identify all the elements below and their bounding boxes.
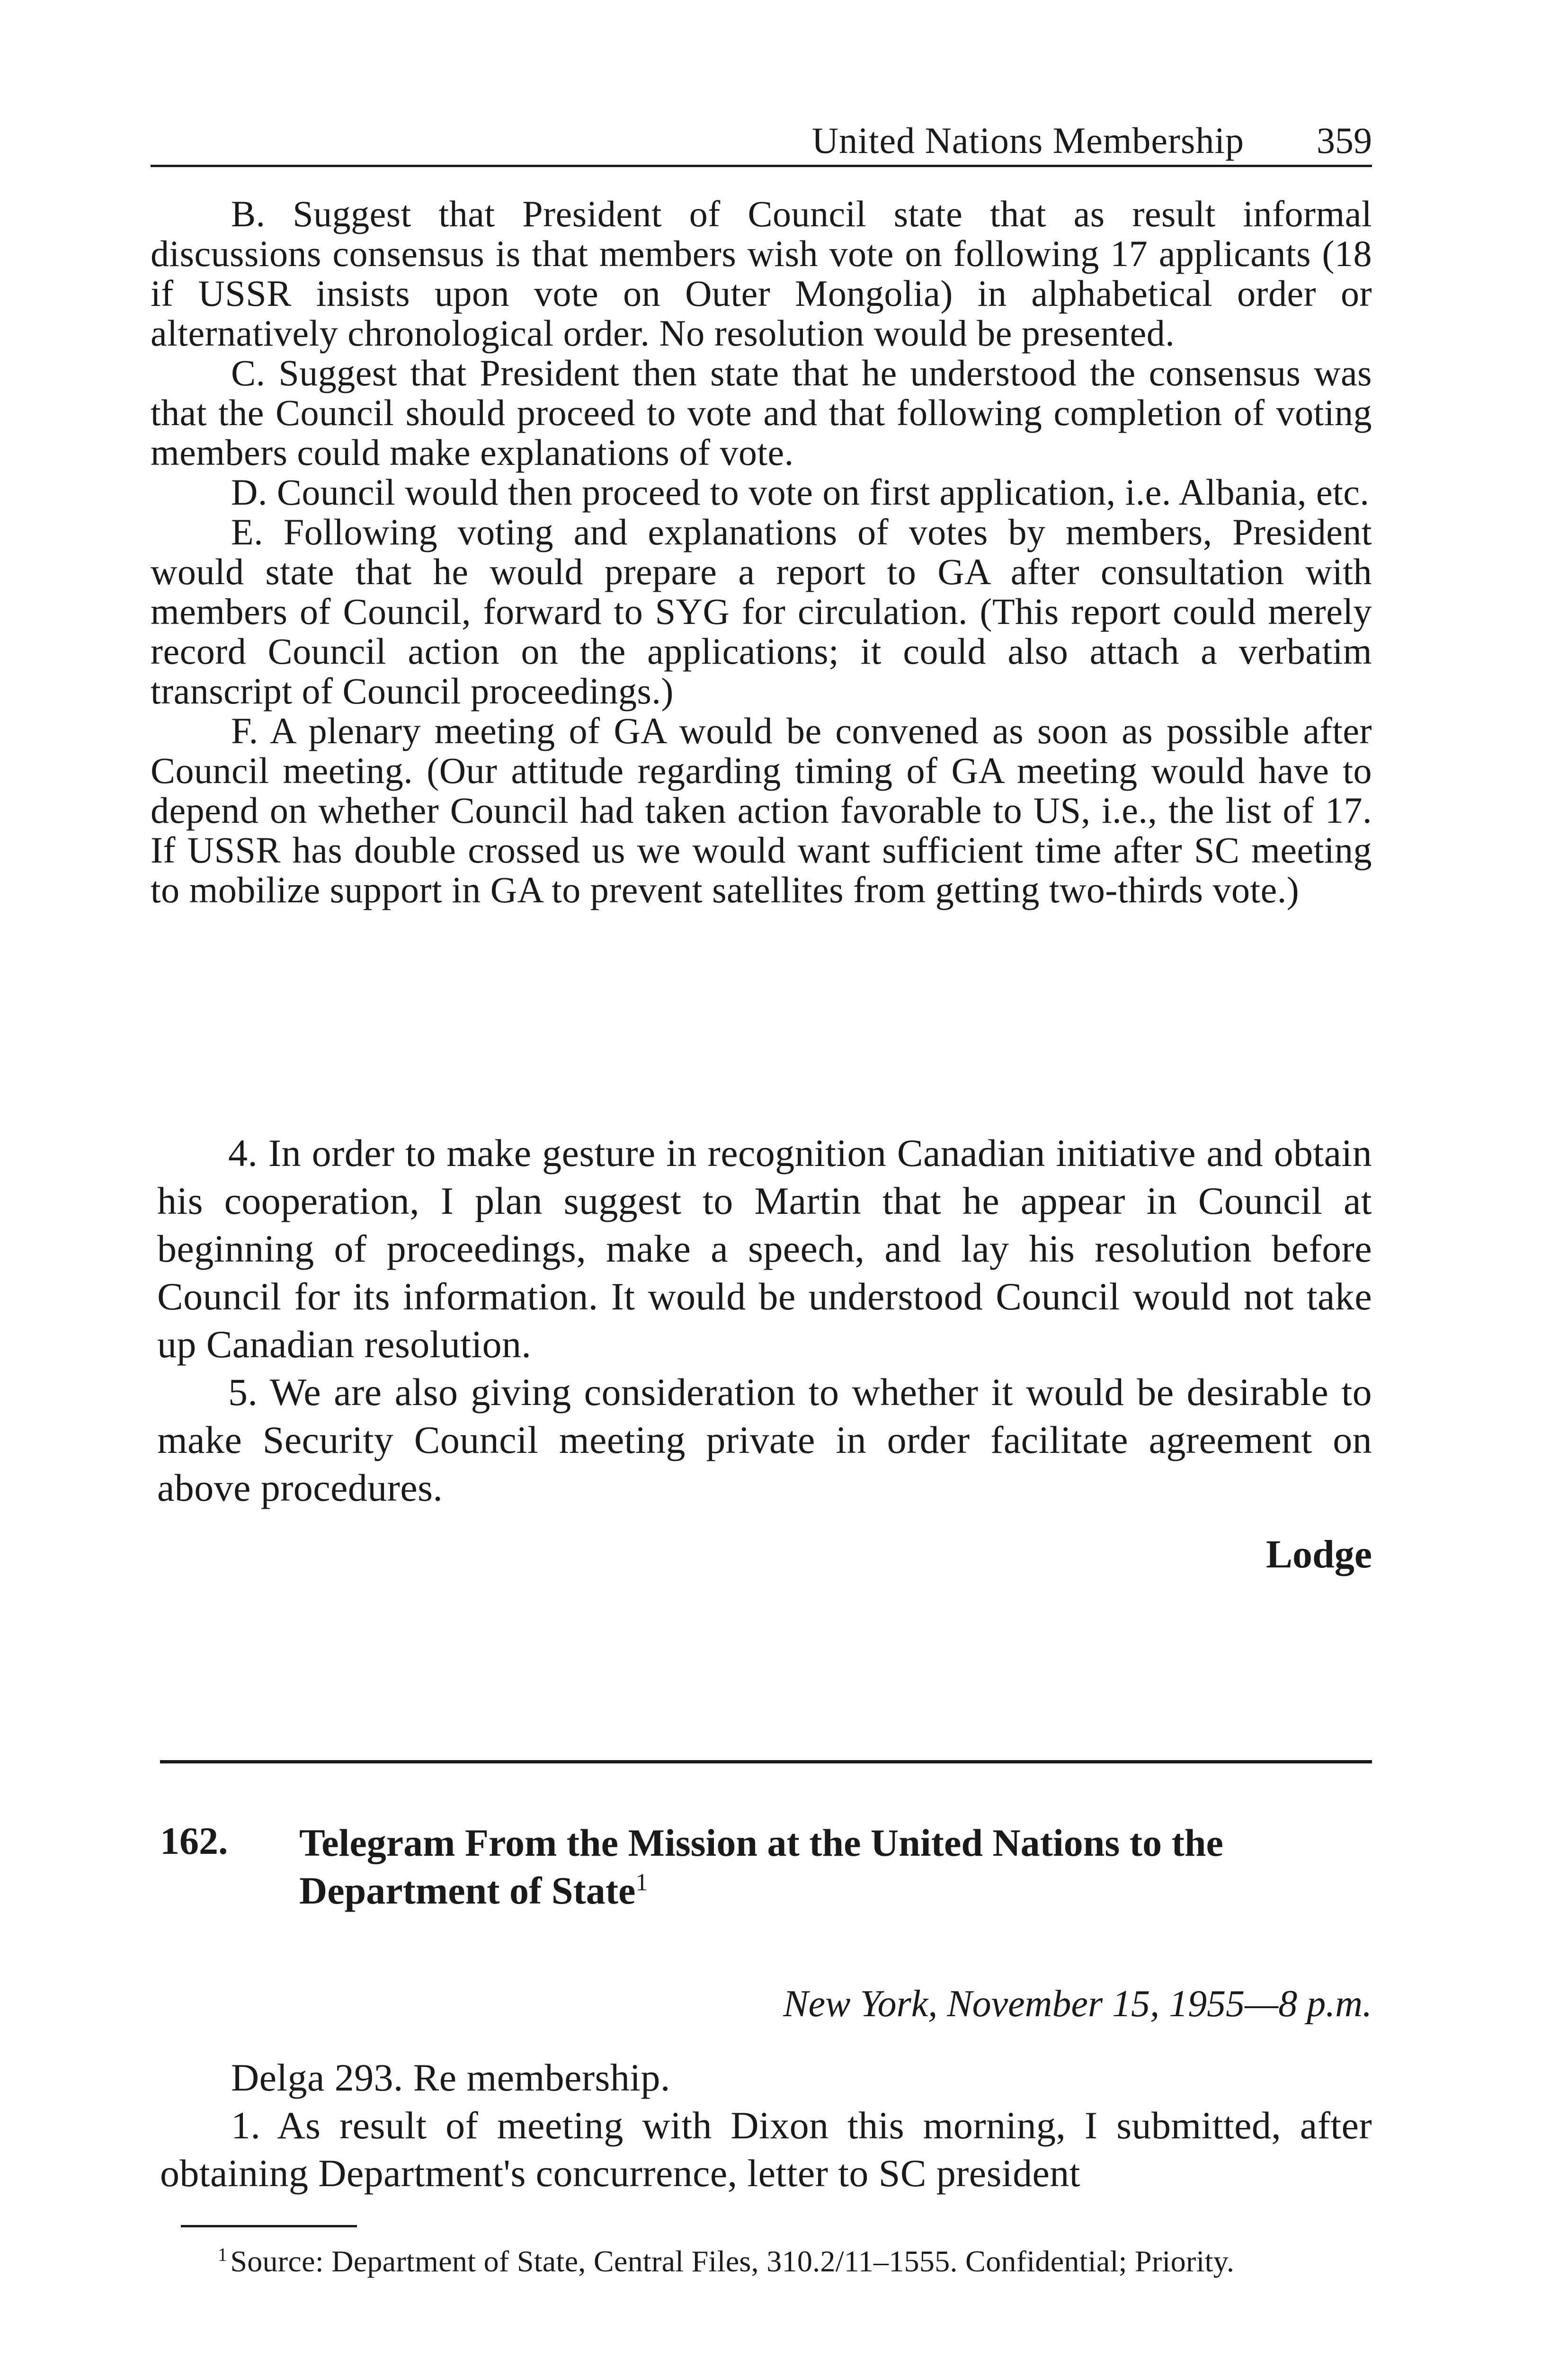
- page-number: 359: [1317, 120, 1372, 161]
- footnote-marker: 1: [218, 2244, 228, 2265]
- telegram-paragraph-1: 1. As result of meeting with Dixon this morning, I submitted, after obtaining Department's concurrence, letter to SC president: [160, 2104, 1372, 2195]
- continuation-text: [151, 194, 1372, 910]
- paragraph-d: D. Council would then proceed to vote on first application, i.e. Albania, etc.: [231, 472, 1370, 513]
- footnote-text: Source: Department of State, Central Files, 310.2/11–1555. Confidential; Priority.: [230, 2244, 1235, 2278]
- paragraph-c: C. Suggest that President then state that he understood the consensus was that the Council should proceed to vote and that following completion of voting members could make explanations of vote.: [151, 352, 1372, 473]
- footnote-reference: 1: [635, 1869, 648, 1896]
- telegram-reference: Delga 293. Re membership.: [231, 2056, 670, 2099]
- paragraph-e: E. Following voting and explanations of votes by members, President would state that he would prepare a report to GA after consultation with members of Council, forward to SYG for circulation. (This report could merely record Council action on the applications; it could also attach a verbatim transcript of Council proceedings.): [151, 511, 1372, 712]
- telegram-body: [160, 2054, 1372, 2197]
- dateline: New York, November 15, 1955—8 p.m.: [783, 1983, 1372, 2025]
- footnote: [218, 2243, 1372, 2280]
- running-title: United Nations Membership: [811, 120, 1244, 161]
- signature: Lodge: [1265, 1532, 1372, 1576]
- paragraph-f: F. A plenary meeting of GA would be convened as soon as possible after Council meeting. (Our attitude regarding timing of GA meeting would have to depend on whether Council had taken action favorable to US, i.e., the list of 17. If USSR has double crossed us we would want sufficient time after SC meeting to mobilize support in GA to prevent satellites from getting two-thirds vote.): [151, 710, 1372, 910]
- document-number: 162.: [160, 1819, 228, 1862]
- running-header: [151, 113, 1372, 167]
- paragraph-5: 5. We are also giving consideration to whether it would be desirable to make Security Council meeting private in order facilitate agreement on above procedures.: [157, 1370, 1372, 1509]
- numbered-text: [157, 1129, 1372, 1512]
- section-divider: [160, 1760, 1372, 1763]
- footnote-divider: [181, 2225, 357, 2227]
- document-title-text: Telegram From the Mission at the United Nations to the Department of State: [299, 1821, 1223, 1912]
- document-title: [299, 1819, 1383, 1914]
- paragraph-4: 4. In order to make gesture in recognition Canadian initiative and obtain his cooperation, I plan suggest to Martin that he appear in Council at beginning of proceedings, make a speech, and lay his resolution before Council for its information. It would be understood Council would not take up Canadian resolution.: [157, 1131, 1372, 1366]
- paragraph-b: B. Suggest that President of Council state that as result informal discussions consensus is that members wish vote on following 17 applicants (18 if USSR insists upon vote on Outer Mongolia) in alphabetical order or alternatively chronological order. No resolution would be presented.: [151, 193, 1372, 354]
